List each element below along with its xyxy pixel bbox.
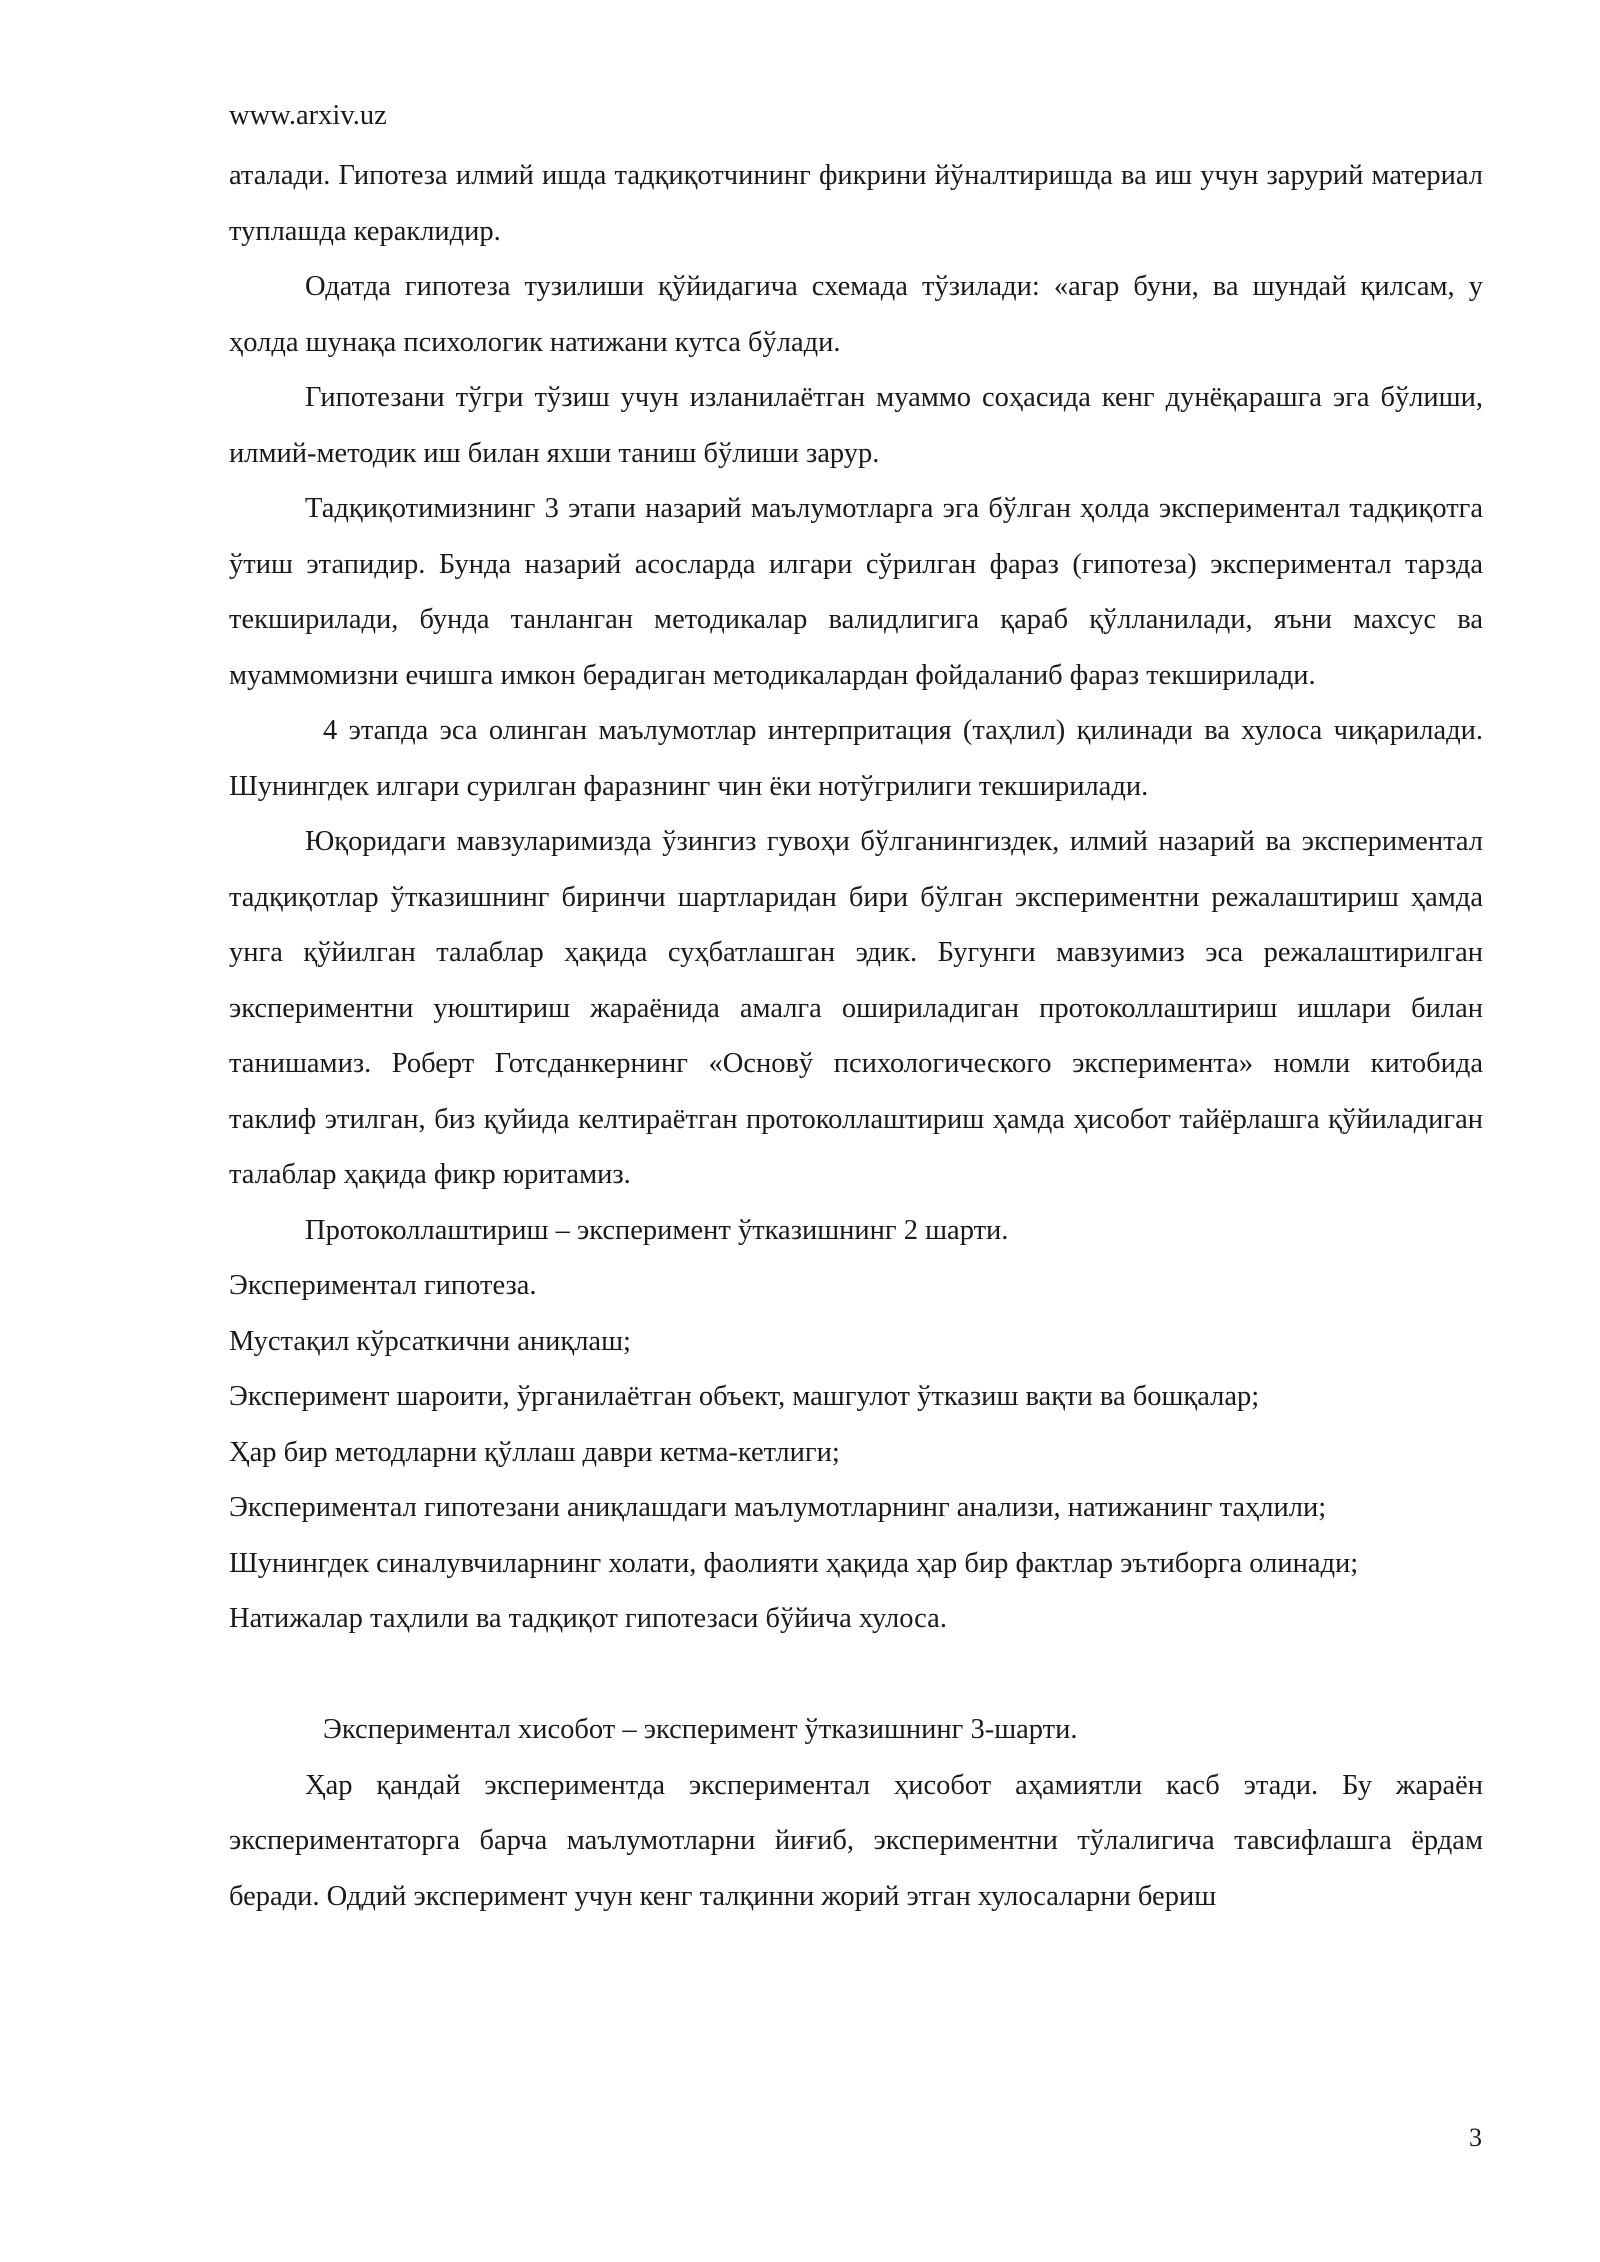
list-item: Шунингдек синалувчиларнинг холати, фаолияти ҳақида ҳар бир фактлар эътиборга олинади; [229,1547,1359,1579]
heading-report-condition: Экспериментал хисобот – эксперимент ўтказишнинг 3-шарти. [323,1714,1078,1745]
list-item: Экспериментал гипотезани аниқлашдаги маълумотларнинг анализи, натижанинг таҳлили; [229,1492,1327,1523]
page-number: 3 [1469,2123,1482,2152]
paragraph-hypothesis-scheme: Одатда гипотеза тузилиши қўйидагича схемада тўзилади: «агар буни, ва шундай қилсам, у ҳолда шунақа психологик натижани кутса бўлади. [229,271,1483,358]
paragraph-previous-topics: Юқоридаги мавзуларимизда ўзингиз гувоҳи бўлганингиздек, илмий назарий ва экспериментал тадқиқотлар ўтказишнинг биринчи шартларидан бири бўлган экспериментни режалаштириш ҳамда унга қўйилган талаблар ҳақида суҳбатлашган эдик. Бугунги мавзуимиз эса режалаштирилган экспериментни уюштириш жараёнида амалга ошириладиган протоколлаштириш ишлари билан танишамиз. Роберт Готсданкернинг «Основў психологического эксперимента» номли китобида таклиф этилган, биз қуйида келтираётган протоколлаштириш ҳамда ҳисобот тайёрлашга қўйиладиган талаблар ҳақида фикр юритамиз. [229,826,1483,1190]
paragraph-hypothesis-requirements: Гипотезани тўгри тўзиш учун изланилаётган муаммо соҳасида кенг дунёқарашга эга бўлиши, илмий-методик иш билан яхши таниш бўлиши зарур. [229,382,1483,469]
site-url-header: www.arxiv.uz [229,100,387,131]
paragraph-hypothesis-role: аталади. Гипотеза илмий ишда тадқиқотчининг фикрини йўналтиришда ва иш учун зарурий материал туплашда кераклидир. [229,160,1483,247]
document-body [229,148,1483,1924]
paragraph-stage-4: 4 этапда эса олинган маълумотлар интерпритация (таҳлил) қилинади ва хулоса чиқарилади. Шунингдек илгари сурилган фаразнинг чин ёки нотўгрилиги текширилади. [229,715,1483,802]
blank-line [229,1647,1483,1703]
paragraph-stage-3: Тадқиқотимизнинг 3 этапи назарий маълумотларга эга бўлган ҳолда экспериментал тадқиқотга ўтиш этапидир. Бунда назарий асосларда илгари сўрилган фараз (гипотеза) экспериментал тарзда текширилади, бунда танланган методикалар валидлигига қараб қўлланилади, яъни махсус ва муаммомизни ечишга имкон берадиган методикалардан фойдаланиб фараз текширилади. [229,493,1483,691]
list-item: Эксперимент шароити, ўрганилаётган объект, машгулот ўтказиш вақти ва бошқалар; [229,1381,1260,1412]
list-item: Экспериментал гипотеза. [229,1270,537,1301]
list-item: Мустақил кўрсаткични аниқлаш; [229,1325,631,1357]
heading-protocol-condition: Протоколлаштириш – эксперимент ўтказишнинг 2 шарти. [305,1214,1009,1246]
list-item: Натижалар таҳлили ва тадқиқот гипотезаси бўйича хулоса. [229,1603,947,1634]
paragraph-report: Ҳар қандай экспериментда экспериментал ҳисобот аҳамиятли касб этади. Бу жараён экспериментаторга барча маълумотларни йиғиб, экспериментни тўлалигича тавсифлашга ёрдам беради. Оддий эксперимент учун кенг талқинни жорий этган хулосаларни бериш [229,1769,1483,1912]
list-item: Ҳар бир методларни қўллаш даври кетма-кетлиги; [229,1436,840,1468]
